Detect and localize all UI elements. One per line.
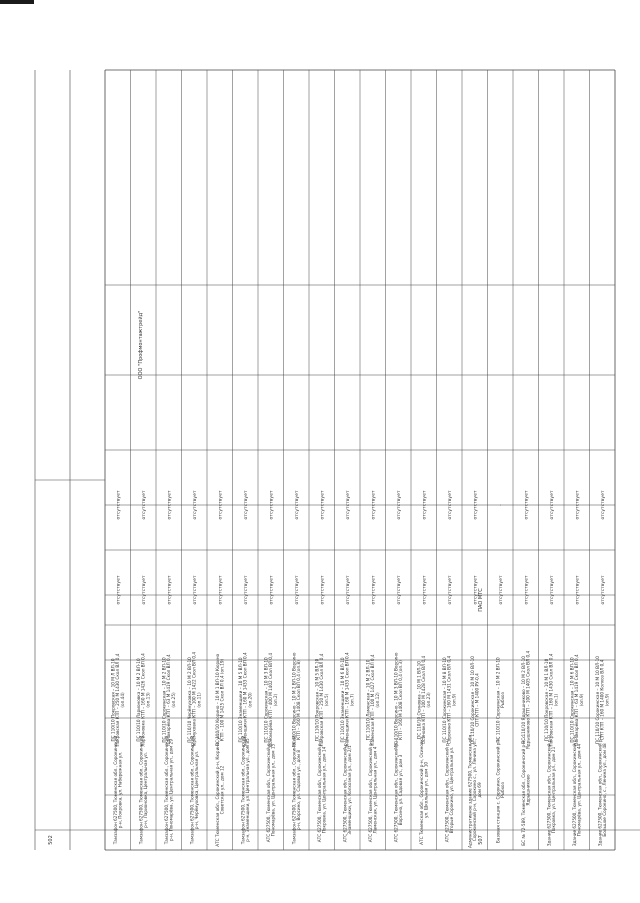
row-address: Тамзафон 627500, Тюменская обл., Сорокинскийр-н, Покровка, ул. Набережная ул.	[112, 735, 123, 845]
row-value-2: отсутствует	[371, 490, 377, 520]
row-value-2: отсутствует	[396, 490, 402, 520]
row-power-source: ПС 110/10 Сорокинская – 10 М 6 ВЛ-10Пономарёва КТП – 63 М 1419 Скол ВЛ 0,4(оп.9)	[569, 654, 585, 746]
row-power-source: ПС 110/10 Сорокинская – 10 М 3 ВЛ-10Пономарёва КТП – 400 М 1402 Скол ВЛ 0,4(оп.2)	[263, 652, 279, 748]
row-address: Тамзафон 627500, Тюменская обл., Сорокинскийр-н, Ворсино, ул. Садовая ул., дом 8	[291, 735, 302, 845]
row-address: АТС 627500, Тюменская обл., Сорокинский р-н,Вторые Сорокино, ул. Центральная ул.	[444, 737, 455, 843]
row-value-1: отсутствует	[600, 575, 606, 605]
row-power-source: ПС 110/10 Покровская – 10 М 5 ВЛ-10Покровская КТП – 250 М 1430 Скол ВЛ 0,4(оп.5)	[314, 653, 330, 747]
row-power-source: ПС 110/10 Ворсино – 10 М 2 ВЛ-10 ВорсиноКТП – 160 М 1408 Скол ВЛ 0,4 (оп.8)	[291, 652, 302, 748]
row-power-source: ПС 110/10 Ядрышниково – 10 М 2 ВЛ-10Ядрышниково КТП – 100 М 1405 Скол ВЛ 0,4	[520, 650, 531, 750]
table-cells	[48, 311, 610, 848]
row-value-2: отсутствует	[524, 490, 530, 520]
row-address: Здание 627500, Тюменская обл., Сорокинский р-н,Покровка, ул. Центральная ул., дом 21	[546, 733, 557, 847]
row-value-1: отсутствует	[269, 575, 275, 605]
row-value-2: отсутствует	[473, 490, 479, 520]
row-value-2: отсутствует	[269, 490, 275, 520]
row-value-1: отсутствует	[294, 575, 300, 605]
row-value-2: отсутствует	[141, 490, 147, 520]
row-value-1: отсутствует	[116, 575, 122, 605]
row-value-1: отсутствует	[218, 575, 224, 605]
row-value-1: отсутствует	[549, 575, 555, 605]
row-value-2: отсутствует	[447, 490, 453, 520]
row-power-source: ПС 110/10 Сорокинская – 10 М 10 ВЛ-10СПТ КТП – 160 М 1400 Колхоз ВЛ 0,4(оп.9)	[594, 656, 610, 744]
row-value-1: отсутствует	[447, 575, 453, 605]
row-address: АТС 627500, Тюменская обл., Сорокинский р-н,Знаменщики, ул. Колхозная ул., дом 2/1	[342, 737, 353, 843]
row-address: АТС Тюменская обл., Сорокинский р-н, Осиновка,ул. Школьная ул., дом 10	[418, 735, 429, 845]
row-value-1: отсутствует	[345, 575, 351, 605]
row-value-2: отсутствует	[345, 490, 351, 520]
row-address: АТС 627500, Тюменская обл., Сорокинский р-н,Ламенская, ул. Центральная ул., дом 4	[367, 737, 378, 843]
row-power-source: ПС 110/10 Покровская – 10 М 1 ВЛ-10Покровская КТП – 160 М 1430 Скол ВЛ 0,4(оп.1)	[543, 653, 559, 747]
row-value-1: отсутствует	[422, 575, 428, 605]
row-value-2: отсутствует	[243, 490, 249, 520]
row-value-2: отсутствует	[116, 490, 122, 520]
row-value-1: отсутствует	[498, 575, 504, 605]
row-address: Тамзафон 627500, Тюменская обл., Сорокинскийр-н, Ларионовка, Центральная ул.	[138, 735, 149, 845]
row-address: АТС 627500, Тюменская обл., Сорокинский р-н,Пономарёва, ул. Центральная ул., дом 15	[265, 737, 276, 843]
row-value-2: отсутствует	[218, 490, 224, 520]
row-value-1: отсутствует	[141, 575, 147, 605]
owner-label: ПАО МТС	[477, 588, 484, 612]
row-power-source: ПС 110/10 Ворсино – 10 М 3 ВЛ-10 ВорсиноКТП – 160 М 1408 Скол ВЛ 0,4 (оп.3)	[393, 652, 404, 748]
row-address: БС № 72-589, Тюменская обл., Сорокинский р-н, с.Ядрышниково	[520, 734, 531, 846]
row-address: АТС 627500, Тюменская обл., Сорокинский р-н,Покровка, ул. Центральная ул., дом 14	[316, 737, 327, 843]
row-address: АТС 627500, Тюменская обл., Сорокинский р-н,Ворсино, ул. Садовая ул., дом 3	[393, 737, 404, 843]
row-address: Базовая станция с. Сорокино, Сорокинский р-н,Рыбхоз	[495, 736, 506, 844]
row-address: Здание 627500, Тюменская обл., Сорокинский р-н,Большое Сорокино, с., Ленина ул., дом 48	[597, 733, 608, 847]
row-address: Здание 627500, Тюменская обл., Сорокинский р-н,Пономарёва, ул. Центральная ул., дом 44	[571, 733, 582, 847]
row-value-1: отсутствует	[167, 575, 173, 605]
row-power-source: ПС 110/10 Сорокинская – 10 М 8 ВЛ-10Сорокино КТП – 160 М 1431 Скол ВЛ 0,4(оп.9)	[441, 655, 457, 745]
row-value-1: отсутствует	[524, 575, 530, 605]
row-value-1: отсутствует	[320, 575, 326, 605]
row-power-source: ПС 110/10 Сорокинская – 10 М 10 ВЛ-10СПТ КТП – М 1400 РУ-0,4	[469, 656, 480, 744]
row-value-1: отсутствует	[575, 575, 581, 605]
row-number: 502	[47, 835, 54, 845]
owner-label: ООО "Профмонтажтрейд"	[137, 310, 144, 380]
row-value-2: -	[498, 504, 504, 506]
row-value-1: отсутствует	[371, 575, 377, 605]
row-address: Тамзафон 627500, Тюменская обл., Сорокинскийр-н, Знаменщики, ул. Центральная ул., дом 85	[240, 735, 251, 845]
row-value-2: отсутствует	[320, 490, 326, 520]
row-power-source: ПС 110/10 Черёмуховка – 10 М 2 ВЛ-10Черёмуховка КТП – 100 М 1422 Скол ВЛ 0,4(оп.11)	[186, 652, 202, 748]
row-power-source: ПС 110/10 Ларионовка – 10 М 2 ВЛ-10Ларионовка КТП – 160 М 1426 Скол ВЛ 0,4(оп.13)	[135, 653, 151, 747]
row-value-2: отсутствует	[422, 490, 428, 520]
row-value-1: отсутствует	[243, 575, 249, 605]
row-power-source: ПС 110/10 Кюрино – 10 М 1 ВЛ-10 КюриноКТП – 100 М 1425 Скол ВЛ 0,4 (оп.19)	[214, 653, 225, 747]
row-power-source: ПС 110/10 Сорокинская – 10 М 2 ВЛ-10Рыбхоз	[495, 657, 506, 743]
row-address: АТС Тюменская обл., Сорокинский р-н, Кюрино, ул.Советская ул., дом 12	[214, 733, 225, 847]
row-address: Тамзафон 627500, Тюменская обл., Сорокинскийр-н, Черёмуховка, Центральная ул.	[189, 735, 200, 845]
row-value-1: отсутствует	[473, 575, 479, 605]
row-value-2: отсутствует	[294, 490, 300, 520]
row-value-2: отсутствует	[600, 490, 606, 520]
row-power-source: ПС 110/10 Ламенская – 10 М 2 ВЛ-10Ламенская КТП – 100 М 1427 Скол ВЛ 0,4(оп.12)	[365, 654, 381, 746]
row-address: Тамзафон 627500, Тюменская обл., Сорокинскийр-н, Пономарёва, ул. Центральная ул., дом 29	[163, 735, 174, 845]
row-power-source: ПС 110/10 Покровская – 10 М Л ВЛ-10Покровская КТП – 250 М 1430 Скол ВЛ 0,4(оп.44)	[110, 653, 126, 747]
row-value-2: отсутствует	[167, 490, 173, 520]
row-value-2: отсутствует	[575, 490, 581, 520]
row-power-source: ПС 110/10 Знаменщики – 10 М 6 ВЛ-10Знаменщики КТП – 160 М 1433 Скол ВЛ 0,4(оп.7)	[339, 652, 355, 748]
row-power-source: ПС 110/10 Осиновка – 10 М 1 ВЛ-10Осиновка КТП – 100 М 1428 Скол ВЛ 0,4(оп.23)	[416, 655, 432, 745]
row-value-2: отсутствует	[549, 490, 555, 520]
row-number: 507	[477, 835, 484, 845]
row-value-1: отсутствует	[192, 575, 198, 605]
row-power-source: ПС 110/10 Сорокинская – 10 М 2 ВЛ-10Пономарёва КТП – 63 М 1419 Скол ВЛ 0,4(оп.25)	[161, 654, 177, 746]
row-value-1: отсутствует	[396, 575, 402, 605]
row-value-2: отсутствует	[192, 490, 198, 520]
row-power-source: ПС 110/10 Знаменщики – 10 М 5 ВЛ-10Знаменщики КТП – 160 М 1433 Скол ВЛ 0,4(оп.20)	[237, 652, 253, 748]
row-address: Административное здание 627500, Тюменская обл.,Сорокинский р-н, Сорокино с., ул. Ленина ул.,дом 69	[467, 732, 483, 848]
